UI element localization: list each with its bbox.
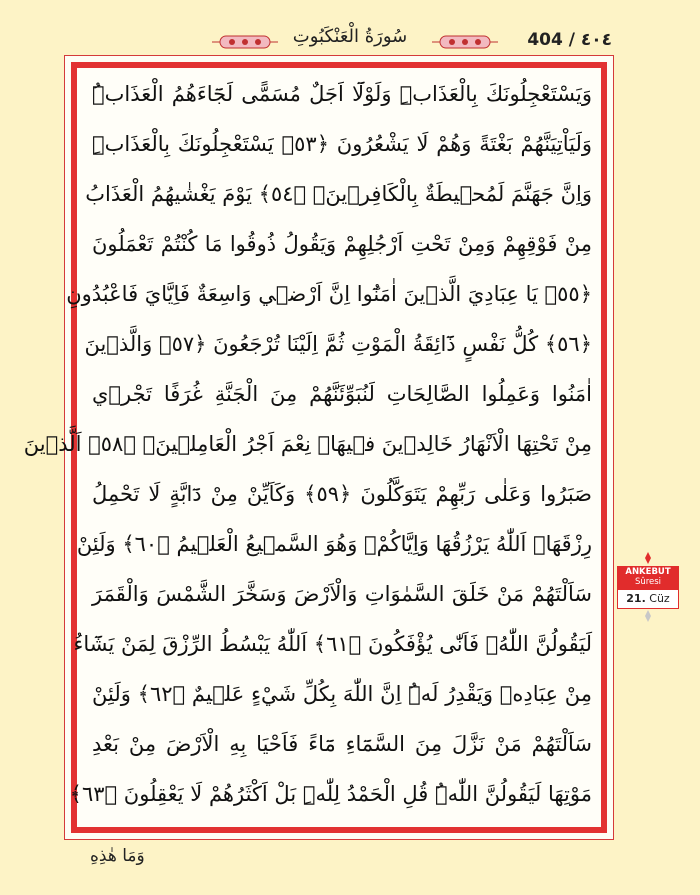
text-line: وَاِنَّ جَهَنَّمَ لَمُح۪يطَةٌ بِالْكَافِر۪ينَۙ ﴿٥٤﴾ يَوْمَ يَغْشٰيهُمُ الْعَذَابُ <box>85 182 592 206</box>
tab-juz <box>617 589 679 609</box>
tab-surah <box>617 566 679 589</box>
quran-text <box>23 70 593 820</box>
text-line: رِزْقَهَاۗ اَللّٰهُ يَرْزُقُهَا وَاِيَّاكُمْۘ وَهُوَ السَّم۪يعُ الْعَل۪يمُ ﴿٦٠﴾ وَلَئِنْ <box>76 532 592 556</box>
tab-juz-label: Cüz <box>649 592 670 605</box>
tab-surah-suffix: Sûresi <box>634 577 662 587</box>
text-line: ﴿٥٥﴾ يَا عِبَادِيَ الَّذ۪ينَ اٰمَنُٓوا اِنَّ اَرْض۪ي وَاسِعَةٌ فَاِيَّايَ فَاعْبُدُونِ <box>66 282 592 306</box>
text-line: سَاَلْتَهُمْ مَنْ خَلَقَ السَّمٰوَاتِ وَالْاَرْضَ وَسَخَّرَ الشَّمْسَ وَالْقَمَرَ <box>92 582 592 606</box>
surah-title: سُورَةُ الْعَنْكَبُوتِ <box>292 26 408 47</box>
fleur-top-icon <box>642 552 654 564</box>
text-line: مَوْتِهَا لَيَقُولُنَّ اللّٰهُۜ قُلِ الْحَمْدُ لِلّٰهِۜ بَلْ اَكْثَرُهُمْ لَا يَعْقِلُونَ ﴿٦٣﴾ <box>69 782 592 806</box>
text-line: مِنْ عِبَادِه۪ وَيَقْدِرُ لَهُۜ اِنَّ اللّٰهَ بِكُلِّ شَيْءٍ عَل۪يمٌ ﴿٦٢﴾ وَلَئِنْ <box>92 682 593 706</box>
text-line: مِنْ تَحْتِهَا الْاَنْهَارُ خَالِد۪ينَ ف۪يهَاۜ نِعْمَ اَجْرُ الْعَامِل۪ينَۗ ﴿٥٨﴾ اَلَّذ۪ينَ <box>23 432 592 456</box>
page-number: 404 / ٤٠٤ <box>527 30 612 50</box>
text-line: ﴿٥٦﴾ كُلُّ نَفْسٍ ذَٓائِقَةُ الْمَوْتِ ثُمَّ اِلَيْنَا تُرْجَعُونَ ﴿٥٧﴾ وَالَّذ۪ينَ <box>84 332 592 356</box>
text-line: وَلَيَاْتِيَنَّهُمْ بَغْتَةً وَهُمْ لَا يَشْعُرُونَ ﴿٥٣﴾ يَسْتَعْجِلُونَكَ بِالْعَذَابِۜ <box>92 132 593 156</box>
catchword: وَمَا هٰذِهِ <box>90 846 145 866</box>
text-line: سَاَلْتَهُمْ مَنْ نَزَّلَ مِنَ السَّمَٓاءِ مَٓاءً فَاَحْيَا بِهِ الْاَرْضَ مِنْ بَعْدِ <box>92 732 592 756</box>
text-line: مِنْ فَوْقِهِمْ وَمِنْ تَحْتِ اَرْجُلِهِمْ وَيَقُولُ ذُوقُوا مَا كُنْتُمْ تَعْمَلُونَ <box>92 232 592 256</box>
surah-side-tab[interactable] <box>617 566 679 610</box>
ornament-right-icon <box>432 35 498 49</box>
fleur-bottom-icon <box>642 610 654 622</box>
tab-juz-number: 21. <box>626 592 646 605</box>
text-line: اٰمَنُوا وَعَمِلُوا الصَّالِحَاتِ لَنُبَوِّئَنَّهُمْ مِنَ الْجَنَّةِ غُرَفًا تَجْر۪ي <box>92 382 592 406</box>
text-line: لَيَقُولُنَّ اللّٰهُۚ فَاَنّٰى يُؤْفَكُونَ ﴿٦١﴾ اَللّٰهُ يَبْسُطُ الرِّزْقَ لِمَنْ يَشَٓاءُ <box>73 632 592 656</box>
text-line: صَبَرُوا وَعَلٰى رَبِّهِمْ يَتَوَكَّلُونَ ﴿٥٩﴾ وَكَاَيِّنْ مِنْ دَٓابَّةٍ لَا تَحْمِلُ <box>92 482 592 506</box>
tab-surah-name: ANKEBUT <box>625 567 671 577</box>
text-line: وَيَسْتَعْجِلُونَكَ بِالْعَذَابِۜ وَلَوْلَٓا اَجَلٌ مُسَمًّى لَجَٓاءَهُمُ الْعَذَابُۜ <box>92 82 592 106</box>
